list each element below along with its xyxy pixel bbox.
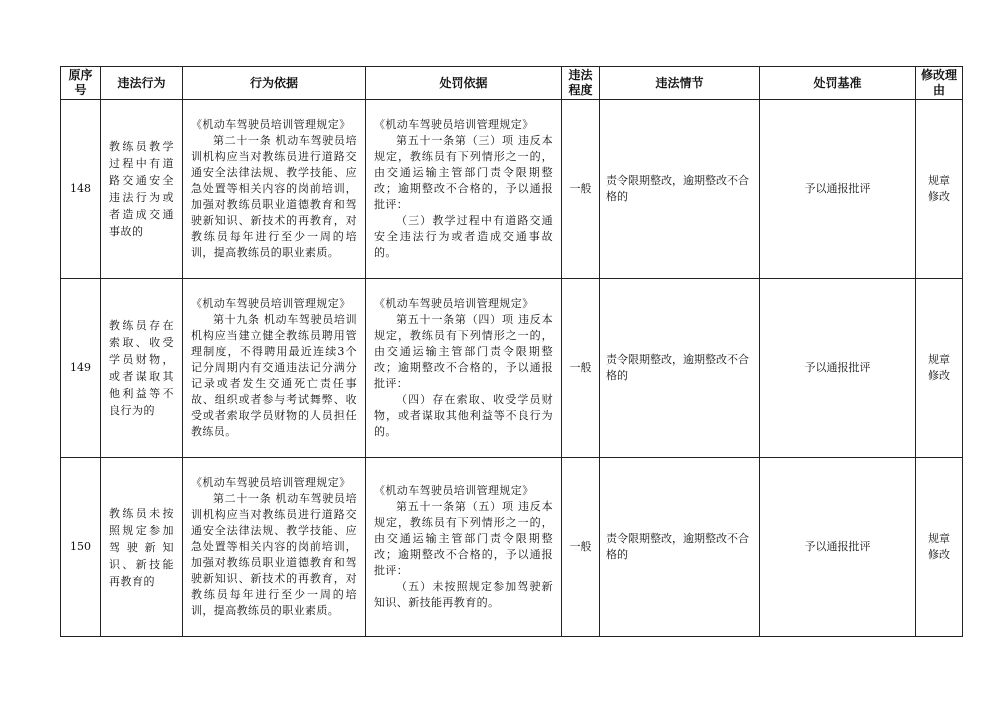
penalty-standard: 予以通报批评 — [760, 100, 916, 279]
basis-title: 《机动车驾驶员培训管理规定》 — [191, 118, 351, 131]
penalty-text: 第五十一条第（四）项 违反本规定，教练员有下列情形之一的，由交通运输主管部门责令限期整改；逾期整改不合格的，予以通报批评： — [374, 313, 553, 390]
violation-circumstance: 责令限期整改，逾期整改不合格的 — [600, 100, 760, 279]
violation-act: 教练员存在索取、收受学员财物，或者谋取其他利益等不良行为的 — [101, 279, 183, 458]
basis-title: 《机动车驾驶员培训管理规定》 — [191, 476, 351, 489]
table-row — [61, 279, 963, 458]
header-penalty-basis: 处罚依据 — [366, 67, 562, 100]
header-standard: 处罚基准 — [760, 67, 916, 100]
penalty-basis — [366, 458, 562, 637]
act-basis — [183, 458, 366, 637]
penalty-title: 《机动车驾驶员培训管理规定》 — [374, 484, 534, 497]
act-basis — [183, 100, 366, 279]
penalty-item: （四）存在索取、收受学员财物，或者谋取其他利益等不良行为的。 — [374, 393, 553, 438]
basis-title: 《机动车驾驶员培训管理规定》 — [191, 297, 351, 310]
penalty-text: 第五十一条第（五）项 违反本规定，教练员有下列情形之一的，由交通运输主管部门责令限期整改；逾期整改不合格的，予以通报批评： — [374, 500, 553, 577]
violation-circumstance: 责令限期整改，逾期整改不合格的 — [600, 279, 760, 458]
penalty-standard: 予以通报批评 — [760, 279, 916, 458]
row-number: 148 — [61, 100, 101, 279]
violation-degree: 一般 — [562, 279, 600, 458]
header-circumstance: 违法情节 — [600, 67, 760, 100]
basis-text: 第二十一条 机动车驾驶员培训机构应当对教练员进行道路交通安全法律法规、教学技能、应急处置等相关内容的岗前培训，加强对教练员职业道德教育和驾驶新知识、新技术的再教育，对教练员每年进行至少一周的培训，提高教练员的职业素质。 — [191, 134, 357, 259]
header-modify: 修改理由 — [916, 67, 963, 100]
modify-reason: 规章修改 — [916, 458, 963, 637]
violation-degree: 一般 — [562, 100, 600, 279]
header-degree: 违法程度 — [562, 67, 600, 100]
header-no: 原序号 — [61, 67, 101, 100]
act-basis — [183, 279, 366, 458]
modify-reason: 规章修改 — [916, 100, 963, 279]
penalty-basis — [366, 100, 562, 279]
basis-text: 第二十一条 机动车驾驶员培训机构应当对教练员进行道路交通安全法律法规、教学技能、应急处置等相关内容的岗前培训，加强对教练员职业道德教育和驾驶新知识、新技术的再教育，对教练员每年进行至少一周的培训，提高教练员的职业素质。 — [191, 492, 357, 617]
basis-text: 第十九条 机动车驾驶员培训机构应当建立健全教练员聘用管理制度，不得聘用最近连续3个记分周期内有交通违法记分满分记录或者发生交通死亡责任事故、组织或者参与考试舞弊、收受或者索取学员财物的人员担任教练员。 — [191, 313, 357, 438]
penalty-standard: 予以通报批评 — [760, 458, 916, 637]
penalty-item: （三）教学过程中有道路交通安全违法行为或者造成交通事故的。 — [374, 214, 553, 259]
header-basis: 行为依据 — [183, 67, 366, 100]
header-row — [61, 67, 963, 100]
violation-act: 教练员未按照规定参加驾驶新知识、新技能再教育的 — [101, 458, 183, 637]
table-row — [61, 100, 963, 279]
violation-act: 教练员教学过程中有道路交通安全违法行为或者造成交通事故的 — [101, 100, 183, 279]
header-act: 违法行为 — [101, 67, 183, 100]
row-number: 150 — [61, 458, 101, 637]
row-number: 149 — [61, 279, 101, 458]
penalty-title: 《机动车驾驶员培训管理规定》 — [374, 118, 534, 131]
penalty-table — [60, 66, 963, 637]
penalty-basis — [366, 279, 562, 458]
modify-reason: 规章修改 — [916, 279, 963, 458]
violation-degree: 一般 — [562, 458, 600, 637]
table-row — [61, 458, 963, 637]
penalty-title: 《机动车驾驶员培训管理规定》 — [374, 297, 534, 310]
penalty-item: （五）未按照规定参加驾驶新知识、新技能再教育的。 — [374, 580, 553, 609]
violation-circumstance: 责令限期整改，逾期整改不合格的 — [600, 458, 760, 637]
penalty-text: 第五十一条第（三）项 违反本规定，教练员有下列情形之一的，由交通运输主管部门责令限期整改；逾期整改不合格的，予以通报批评： — [374, 134, 553, 211]
